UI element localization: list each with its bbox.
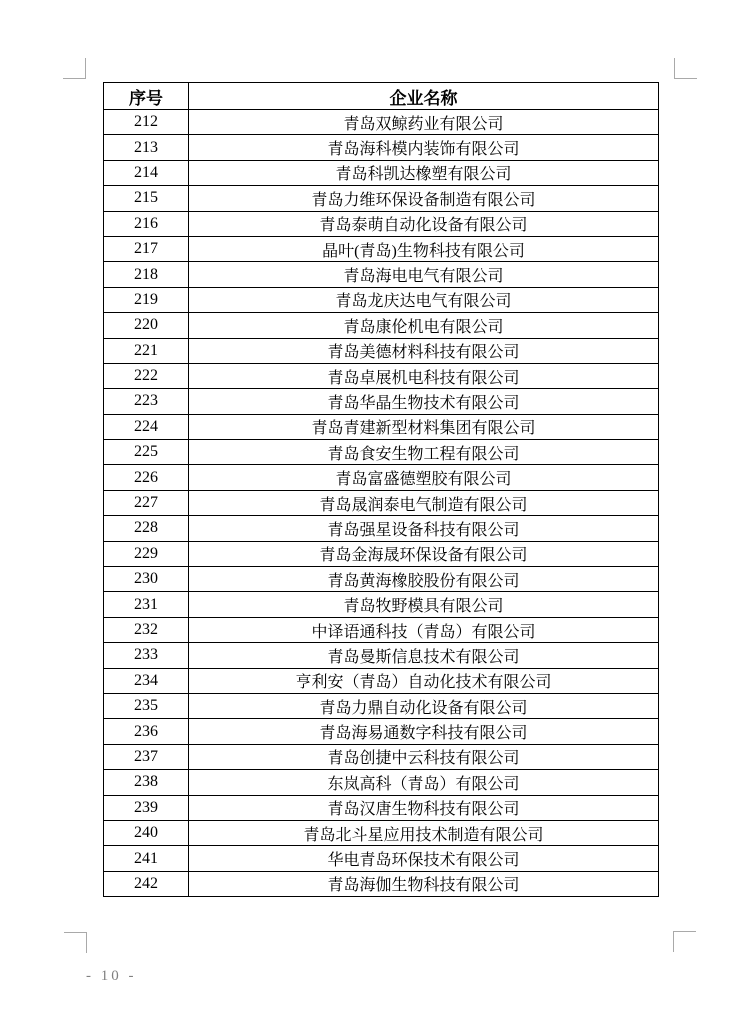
- serial-number-cell: 225: [104, 440, 189, 465]
- serial-number-cell: 231: [104, 592, 189, 617]
- serial-number-cell: 227: [104, 490, 189, 515]
- table-row: [104, 744, 659, 769]
- company-name-cell: 青岛金海晟环保设备有限公司: [189, 541, 659, 566]
- company-name-cell: 青岛富盛德塑胶有限公司: [189, 465, 659, 490]
- table-row: [104, 440, 659, 465]
- company-name-cell: 青岛双鲸药业有限公司: [189, 110, 659, 135]
- serial-number-cell: 242: [104, 871, 189, 896]
- company-name-cell: 青岛海科模内装饰有限公司: [189, 135, 659, 160]
- table-row: [104, 643, 659, 668]
- serial-number-cell: 213: [104, 135, 189, 160]
- table-row: [104, 592, 659, 617]
- serial-number-cell: 212: [104, 110, 189, 135]
- table-row: [104, 414, 659, 439]
- table-row: [104, 693, 659, 718]
- serial-number-cell: 215: [104, 186, 189, 211]
- table-row: [104, 541, 659, 566]
- table-row: [104, 490, 659, 515]
- company-name-cell: 青岛创捷中云科技有限公司: [189, 744, 659, 769]
- company-name-cell: 青岛龙庆达电气有限公司: [189, 287, 659, 312]
- serial-number-cell: 216: [104, 211, 189, 236]
- serial-number-cell: 219: [104, 287, 189, 312]
- serial-number-cell: 223: [104, 389, 189, 414]
- company-table-body: [104, 110, 659, 897]
- table-row: [104, 617, 659, 642]
- table-row: [104, 262, 659, 287]
- table-row: [104, 313, 659, 338]
- company-name-cell: 华电青岛环保技术有限公司: [189, 846, 659, 871]
- company-name-cell: 青岛青建新型材料集团有限公司: [189, 414, 659, 439]
- header-row: [104, 83, 659, 110]
- company-name-cell: 青岛汉唐生物科技有限公司: [189, 795, 659, 820]
- company-name-cell: 青岛海电电气有限公司: [189, 262, 659, 287]
- serial-number-cell: 238: [104, 770, 189, 795]
- company-name-cell: 青岛牧野模具有限公司: [189, 592, 659, 617]
- table-row: [104, 846, 659, 871]
- serial-number-cell: 230: [104, 567, 189, 592]
- table-row: [104, 795, 659, 820]
- serial-number-cell: 240: [104, 820, 189, 845]
- serial-number-cell: 235: [104, 693, 189, 718]
- serial-number-cell: 226: [104, 465, 189, 490]
- serial-number-cell: 224: [104, 414, 189, 439]
- company-name-cell: 青岛力维环保设备制造有限公司: [189, 186, 659, 211]
- company-name-cell: 青岛康伦机电有限公司: [189, 313, 659, 338]
- company-name-cell: 青岛科凯达橡塑有限公司: [189, 160, 659, 185]
- company-name-cell: 东岚高科（青岛）有限公司: [189, 770, 659, 795]
- company-name-cell: 青岛美德材料科技有限公司: [189, 338, 659, 363]
- company-name-cell: 青岛海伽生物科技有限公司: [189, 871, 659, 896]
- table-row: [104, 211, 659, 236]
- table-row: [104, 668, 659, 693]
- table-row: [104, 186, 659, 211]
- company-table-head: [104, 83, 659, 110]
- table-row: [104, 770, 659, 795]
- crop-mark-top-right: [674, 58, 697, 79]
- company-table: [103, 82, 659, 897]
- crop-mark-top-left: [63, 58, 86, 79]
- table-row: [104, 287, 659, 312]
- serial-number-cell: 239: [104, 795, 189, 820]
- serial-number-cell: 222: [104, 363, 189, 388]
- company-name-cell: 青岛黄海橡胶股份有限公司: [189, 567, 659, 592]
- company-name-cell: 青岛华晶生物技术有限公司: [189, 389, 659, 414]
- serial-number-cell: 214: [104, 160, 189, 185]
- table-row: [104, 820, 659, 845]
- table-row: [104, 567, 659, 592]
- company-name-cell: 青岛海易通数字科技有限公司: [189, 719, 659, 744]
- table-row: [104, 363, 659, 388]
- serial-number-cell: 218: [104, 262, 189, 287]
- company-name-cell: 青岛泰萌自动化设备有限公司: [189, 211, 659, 236]
- serial-number-cell: 228: [104, 516, 189, 541]
- crop-mark-bottom-right: [673, 931, 696, 952]
- serial-number-cell: 229: [104, 541, 189, 566]
- table-row: [104, 516, 659, 541]
- serial-number-cell: 233: [104, 643, 189, 668]
- table-row: [104, 338, 659, 363]
- page-number: - 10 -: [86, 968, 137, 984]
- serial-number-cell: 236: [104, 719, 189, 744]
- table-row: [104, 389, 659, 414]
- company-name-cell: 青岛晟润泰电气制造有限公司: [189, 490, 659, 515]
- table-row: [104, 236, 659, 261]
- table-row: [104, 719, 659, 744]
- company-name-cell: 青岛力鼎自动化设备有限公司: [189, 693, 659, 718]
- table-row: [104, 871, 659, 896]
- company-name-cell: 晶叶(青岛)生物科技有限公司: [189, 236, 659, 261]
- table-row: [104, 160, 659, 185]
- table-row: [104, 465, 659, 490]
- serial-number-cell: 241: [104, 846, 189, 871]
- header-company-name: 企业名称: [189, 83, 659, 110]
- serial-number-cell: 237: [104, 744, 189, 769]
- company-name-cell: 青岛强星设备科技有限公司: [189, 516, 659, 541]
- serial-number-cell: 220: [104, 313, 189, 338]
- header-serial-number: 序号: [104, 83, 189, 110]
- serial-number-cell: 221: [104, 338, 189, 363]
- crop-mark-bottom-left: [64, 932, 87, 953]
- company-name-cell: 亨利安（青岛）自动化技术有限公司: [189, 668, 659, 693]
- serial-number-cell: 217: [104, 236, 189, 261]
- company-name-cell: 中译语通科技（青岛）有限公司: [189, 617, 659, 642]
- company-name-cell: 青岛卓展机电科技有限公司: [189, 363, 659, 388]
- table-row: [104, 110, 659, 135]
- table-row: [104, 135, 659, 160]
- company-name-cell: 青岛曼斯信息技术有限公司: [189, 643, 659, 668]
- company-name-cell: 青岛北斗星应用技术制造有限公司: [189, 820, 659, 845]
- company-name-cell: 青岛食安生物工程有限公司: [189, 440, 659, 465]
- serial-number-cell: 232: [104, 617, 189, 642]
- serial-number-cell: 234: [104, 668, 189, 693]
